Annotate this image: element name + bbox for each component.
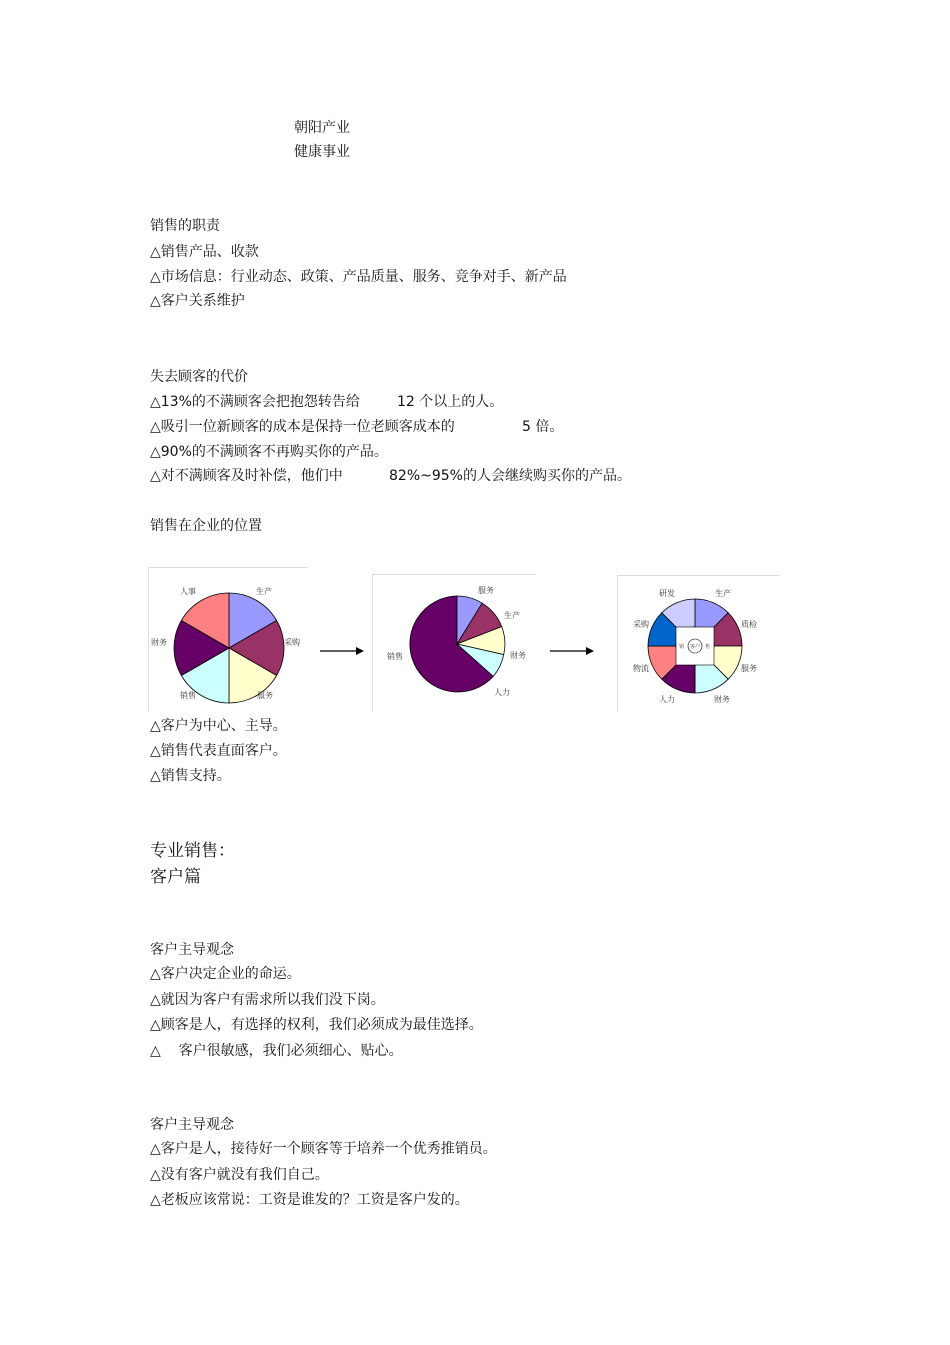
arrow-right-icon: [320, 644, 366, 658]
label-purchasing: 采购: [633, 620, 649, 629]
label-sales: 销售: [387, 652, 403, 661]
center-sales-right: 售: [705, 644, 711, 650]
duties-heading: 销售的职责: [150, 218, 220, 234]
concept1-item: △顾客是人，有选择的权利，我们必须成为最佳选择。: [150, 1017, 483, 1033]
label-service: 服务: [741, 664, 757, 673]
diagram-customer-centric: [617, 575, 780, 712]
position-heading: 销售在企业的位置: [150, 518, 262, 534]
position-item: △客户为中心、主导。: [150, 718, 287, 734]
concept2-item: △老板应该常说：工资是谁发的？工资是客户发的。: [150, 1192, 469, 1208]
cost-item-2b: 5 倍。: [522, 419, 564, 435]
duties-item: △客户关系维护: [150, 293, 245, 309]
concept1-heading: 客户主导观念: [150, 942, 234, 958]
label-finance: 财务: [510, 651, 526, 660]
cost-heading: 失去顾客的代价: [150, 369, 248, 385]
position-item: △销售支持。: [150, 768, 231, 784]
label-quality: 质检: [741, 620, 757, 629]
concept1-item: △客户决定企业的命运。: [150, 966, 301, 982]
concept2-item: △客户是人，接待好一个顾客等于培养一个优秀推销员。: [150, 1141, 497, 1157]
label-hr: 人力: [494, 688, 510, 697]
label-production: 生产: [504, 611, 520, 620]
label-production: 生产: [256, 587, 272, 596]
section-subtitle: 客户篇: [150, 867, 201, 887]
label-service: 服务: [478, 586, 494, 595]
diagram-sales-dominant: [372, 574, 536, 712]
arrow-right-icon: [550, 644, 596, 658]
label-sales: 销售: [180, 691, 196, 700]
diagram-traditional-structure: [148, 567, 308, 711]
cost-item-1b: 12 个以上的人。: [397, 394, 504, 410]
duties-item: △市场信息：行业动态、政策、产品质量、服务、竞争对手、新产品: [150, 269, 567, 285]
label-rnd: 研发: [659, 589, 675, 598]
label-hr: 人力: [659, 695, 675, 704]
concept2-heading: 客户主导观念: [150, 1117, 234, 1133]
center-sales-left: 销: [679, 644, 685, 650]
label-purchasing: 采购: [284, 638, 300, 647]
concept1-item: △ 客户很敏感，我们必须细心、贴心。: [150, 1043, 403, 1059]
cost-item-2a: △吸引一位新顾客的成本是保持一位老顾客成本的: [150, 419, 455, 435]
concept1-item: △就因为客户有需求所以我们没下岗。: [150, 992, 385, 1008]
cost-item-4a: △对不满顾客及时补偿，他们中: [150, 468, 343, 484]
concept2-item: △没有客户就没有我们自己。: [150, 1167, 329, 1183]
label-hr: 人事: [180, 587, 196, 596]
cost-item-4b: 82%~95%的人会继续购买你的产品。: [389, 468, 631, 484]
label-production: 生产: [715, 589, 731, 598]
label-finance: 财务: [151, 638, 167, 647]
cost-item-1a: △13%的不满顾客会把抱怨转告给: [150, 394, 360, 410]
duties-item: △销售产品、收款: [150, 244, 259, 260]
intro-line-1: 朝阳产业: [294, 120, 350, 136]
center-customer: 客户: [690, 644, 701, 650]
label-logistics: 物流: [633, 664, 649, 673]
section-title: 专业销售：: [150, 841, 235, 861]
label-service: 服务: [257, 691, 273, 700]
intro-line-2: 健康事业: [294, 144, 350, 160]
cost-item-3: △90%的不满顾客不再购买你的产品。: [150, 444, 388, 460]
label-finance: 财务: [714, 695, 730, 704]
position-item: △销售代表直面客户。: [150, 743, 287, 759]
